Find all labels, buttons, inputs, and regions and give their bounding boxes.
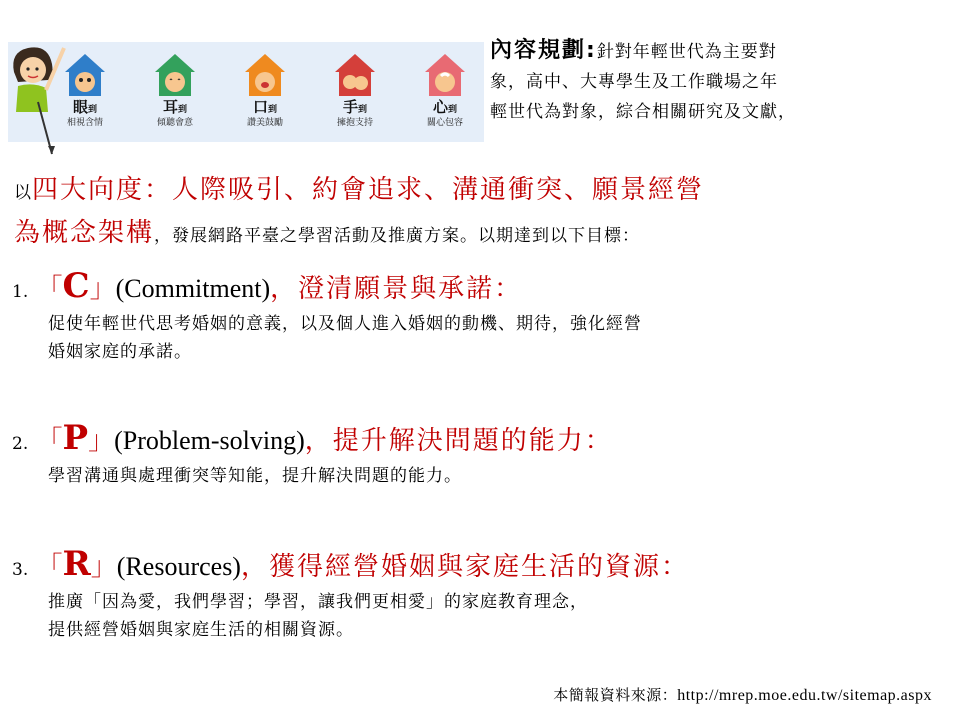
goal-description <box>48 588 942 644</box>
goal-english: (Resources) <box>116 552 241 581</box>
house-label: 心到 <box>432 98 458 116</box>
goal-english: (Commitment) <box>115 274 271 303</box>
lead-highlight-dimensions: 四大向度：人際吸引、約會追求、溝通衝突、願景經營 <box>32 175 705 205</box>
goal-title <box>12 420 942 462</box>
source-citation <box>553 684 932 705</box>
intro-line-1 <box>490 36 952 67</box>
goal-chinese: ，提升解決問題的能力： <box>304 426 613 456</box>
source-label: 本簡報資料來源： <box>553 686 678 704</box>
goal-item-commitment <box>12 268 942 366</box>
goal-bracket-close: 」 <box>89 274 116 304</box>
house-sublabel: 擁抱支持 <box>336 118 373 128</box>
intro-line-2: 象，高中、大專學生及工作職場之年 <box>490 72 778 92</box>
house-icon-mouth <box>230 52 300 136</box>
lead-prefix: 以 <box>14 183 32 203</box>
lead-highlight-framework: 為概念架構 <box>14 218 155 248</box>
goal-description <box>48 310 942 366</box>
goal-title <box>12 268 942 310</box>
goal-bracket-open: 「 <box>36 552 63 582</box>
goal-number: 2. <box>12 434 29 454</box>
house-label: 眼到 <box>72 98 98 116</box>
intro-heading: 內容規劃: <box>490 38 597 63</box>
goal-number: 3. <box>12 560 29 580</box>
intro-paragraph <box>490 36 952 127</box>
goal-description <box>48 462 942 490</box>
goal-bracket-open: 「 <box>36 274 63 304</box>
goal-title <box>12 546 942 588</box>
house-icon-ear <box>140 52 210 136</box>
house-sublabel: 讚美鼓勵 <box>246 118 283 128</box>
goal-item-resources <box>12 546 942 644</box>
goal-description-line: 學習溝通與處理衝突等知能，提升解決問題的能力。 <box>48 466 462 486</box>
lead-paragraph <box>14 170 949 256</box>
goal-bracket-open: 「 <box>36 426 63 456</box>
intro-line-3: 輕世代為對象，綜合相關研究及文獻， <box>490 102 796 122</box>
goal-description-line: 提供經營婚姻與家庭生活的相關資源。 <box>48 620 354 640</box>
goal-description-line: 婚姻家庭的承諾。 <box>48 342 192 362</box>
house-sublabel: 關心包容 <box>426 118 463 128</box>
house-label: 耳到 <box>162 98 188 116</box>
goal-chinese: ，獲得經營婚姻與家庭生活的資源： <box>240 552 689 582</box>
house-icon-hand <box>320 52 390 136</box>
banner-image <box>8 42 484 142</box>
goal-number: 1. <box>12 282 29 302</box>
house-sublabel: 傾聽會意 <box>156 118 193 128</box>
goal-bracket-close: 」 <box>90 552 117 582</box>
goal-bracket-close: 」 <box>88 426 115 456</box>
goal-letter: C <box>62 266 90 306</box>
house-icon-eye <box>50 52 120 136</box>
lead-rest: ，發展網路平臺之學習活動及推廣方案。以期達到以下目標： <box>154 226 641 246</box>
goal-description-line: 促使年輕世代思考婚姻的意義，以及個人進入婚姻的動機、期待，強化經營 <box>48 314 642 334</box>
house-label: 手到 <box>342 98 368 116</box>
goal-letter: P <box>62 418 89 458</box>
goal-chinese: ，澄清願景與承諾： <box>270 274 523 304</box>
house-icon-heart <box>410 52 480 136</box>
goal-english: (Problem-solving) <box>114 426 305 455</box>
goal-item-problem-solving <box>12 420 942 490</box>
goal-description-line: 推廣「因為愛，我們學習；學習，讓我們更相愛」的家庭教育理念， <box>48 592 588 612</box>
source-url: http://mrep.moe.edu.tw/sitemap.aspx <box>677 687 932 704</box>
intro-text: 針對年輕世代為主要對 <box>596 42 777 62</box>
house-label: 口到 <box>252 98 278 116</box>
goal-letter: R <box>62 544 91 584</box>
house-sublabel: 相視含情 <box>66 118 103 128</box>
